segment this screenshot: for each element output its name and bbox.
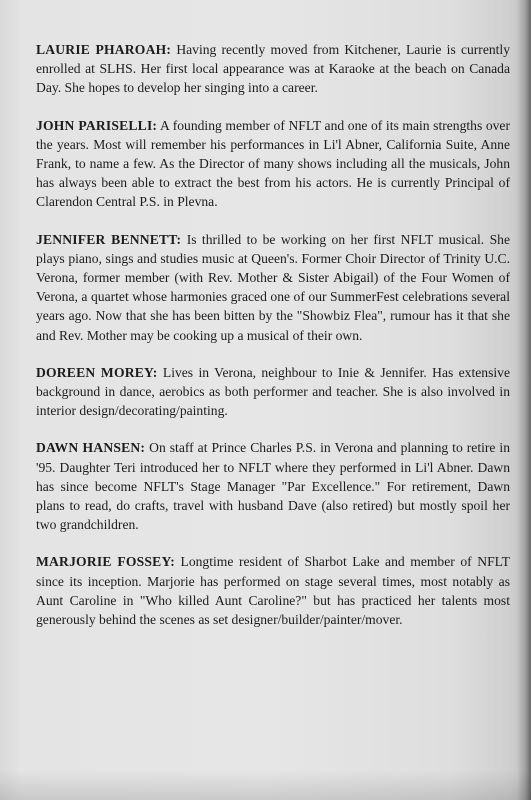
bio-text: Lives in Verona, neighbour to Inie & Jennifer. Has extensive background in dance, aerobics as both performer and teacher. She is also involved in interior design/decorating/painting. [36,364,510,419]
bio-name: JOHN PARISELLI: [36,117,158,133]
bio-name: MARJORIE FOSSEY: [36,554,175,570]
bio-text: Longtime resident of Sharbot Lake and member of NFLT since its inception. Marjorie has performed on stage several times, most notably as Aunt Caroline in "Who killed Aunt Caroline?" but has practiced her talents most generously behind the scenes as set designer/builder/painter/mover. [36,554,510,628]
bio-jennifer-bennett [36,230,510,345]
bio-name: LAURIE PHAROAH: [36,42,172,57]
bio-text: On staff at Prince Charles P.S. in Verona and planning to retire in '95. Daughter Teri introduced her to NFLT where they performed in Li'l Abner. Dawn has since become NFLT's Stage Manager "Par Excellence." For retirement, Dawn plans to read, do crafts, travel with husband Dave (also retired) but mostly spoil her two grandchildren. [36,440,511,533]
bio-name: JENNIFER BENNETT: [36,231,182,247]
page-edge-shadow [517,0,531,800]
cast-bios [36,40,510,647]
bio-name: DOREEN MOREY: [36,364,158,380]
bio-dawn-hansen [36,438,510,534]
bio-laurie-pharoah [36,40,510,98]
bio-doreen-morey [36,363,510,421]
bio-text: Having recently moved from Kitchener, Laurie is currently enrolled at SLHS. Her first local appearance was at Karaoke at the beach on Canada Day. She hopes to develop her singing into a career. [36,42,511,96]
bio-john-pariselli [36,116,510,212]
bio-text: Is thrilled to be working on her first NFLT musical. She plays piano, sings and studies music at Queen's. Former Choir Director of Trinity U.C. Verona, former member (with Rev. Mother & Sister Abigail) of the Four Women of Verona, a quartet whose harmonies graced one of our SummerFest celebrations several years ago. Now that she has been bitten by the "Showbiz Flea", rumour has it that she and Rev. Mother may be cooking up a musical of their own. [36,231,511,343]
bio-name: DAWN HANSEN: [36,440,146,456]
bio-text: A founding member of NFLT and one of its main strengths over the years. Most will remember his performances in Li'l Abner, California Suite, Anne Frank, to name a few. As the Director of many shows including all the musicals, John has always been able to extract the best from his actors. He is currently Principal of Clarendon Central P.S. in Plevna. [36,117,510,210]
bio-marjorie-fossey [36,552,510,629]
page-bottom-shadow [0,770,531,800]
